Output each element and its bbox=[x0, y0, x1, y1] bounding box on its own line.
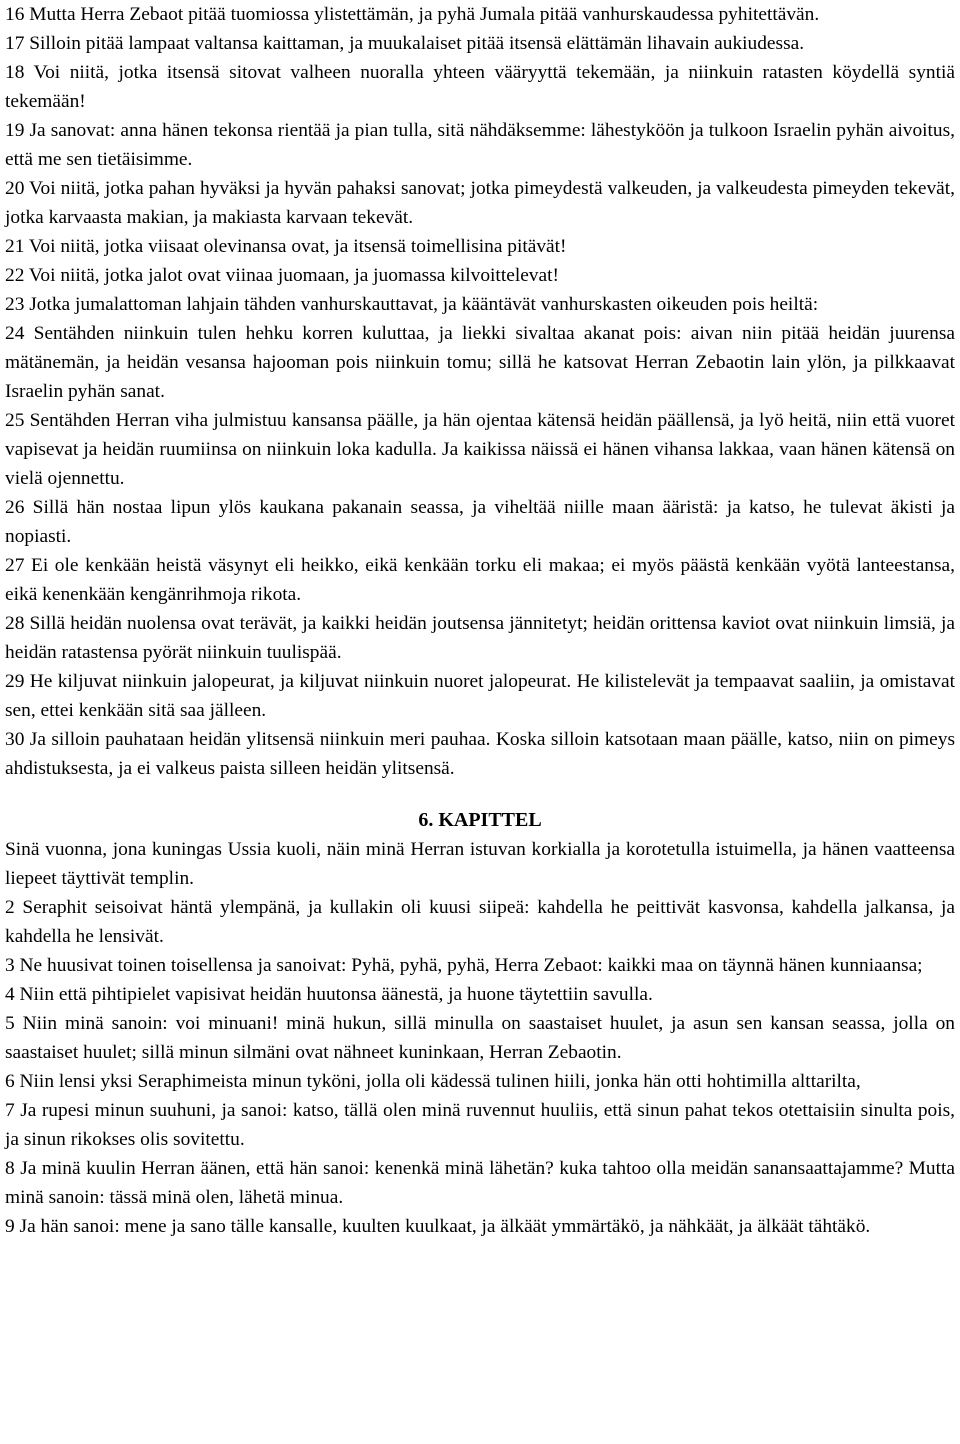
verse-8: 8 Ja minä kuulin Herran äänen, että hän sanoi: kenenkä minä lähetän? kuka tahtoo olla meidän sanansaattajamme? Mutta minä sanoin: tässä minä olen, lähetä minua. bbox=[5, 1158, 955, 1208]
verse-30: 30 Ja silloin pauhataan heidän ylitsensä niinkuin meri pauhaa. Koska silloin katsotaan maan päälle, katso, niin on pimeys ahdistuksesta, ja ei valkeus paista silleen heidän ylitsensä. bbox=[5, 729, 955, 779]
verse-29: 29 He kiljuvat niinkuin jalopeurat, ja kiljuvat niinkuin nuoret jalopeurat. He kilistelevät ja tempaavat saaliin, ja omistavat sen, ettei kenkään sitä saa jälleen. bbox=[5, 671, 955, 721]
verses-previous-chapter bbox=[5, 0, 955, 783]
verse-21: 21 Voi niitä, jotka viisaat olevinansa ovat, ja itsensä toimellisina pitävät! bbox=[5, 236, 567, 257]
verse-5: 5 Niin minä sanoin: voi minuani! minä hukun, sillä minulla on saastaiset huulet, ja asun sen kansan seassa, jolla on saastaiset huulet; sillä minun silmäni ovat nähneet kuninkaan, Herran Zebaotin. bbox=[5, 1013, 955, 1063]
verse-3: 3 Ne huusivat toinen toisellensa ja sanoivat: Pyhä, pyhä, pyhä, Herra Zebaot: kaikki maa on täynnä hänen kunniaansa; bbox=[5, 955, 923, 976]
verse-26: 26 Sillä hän nostaa lipun ylös kaukana pakanain seassa, ja viheltää niille maan ääristä: ja katso, he tulevat äkisti ja nopiasti. bbox=[5, 497, 955, 547]
verse-4: 4 Niin että pihtipielet vapisivat heidän huutonsa äänestä, ja huone täytettiin savulla. bbox=[5, 984, 653, 1005]
verse-27: 27 Ei ole kenkään heistä väsynyt eli heikko, eikä kenkään torku eli makaa; ei myös päästä kenkään vyötä lanteestansa, eikä kenenkään kengänrihmoja rikota. bbox=[5, 555, 955, 605]
document-page bbox=[5, 0, 955, 1241]
verse-20: 20 Voi niitä, jotka pahan hyväksi ja hyvän pahaksi sanovat; jotka pimeydestä valkeuden, ja valkeudesta pimeyden tekevät, jotka karvaasta makian, ja makiasta karvaan tekevät. bbox=[5, 178, 955, 228]
verse-25: 25 Sentähden Herran viha julmistuu kansansa päälle, ja hän ojentaa kätensä heidän päällensä, ja lyö heitä, niin että vuoret vapisevat ja heidän ruumiinsa on niinkuin loka kadulla. Ja kaikissa näissä ei hänen vihansa lakkaa, vaan hänen kätensä on vielä ojennettu. bbox=[5, 410, 955, 489]
verse-6: 6 Niin lensi yksi Seraphimeista minun tyköni, jolla oli kädessä tulinen hiili, jonka hän otti hohtimilla alttarilta, bbox=[5, 1071, 861, 1092]
verse-24: 24 Sentähden niinkuin tulen hehku korren kuluttaa, ja liekki sivaltaa akanat pois: aivan niin pitää heidän juurensa mätänemän, ja heidän vesansa hajooman pois niinkuin tomu; sillä he katsovat Herran Zebaotin lain ylön, ja pilkkaavat Israelin pyhän sanat. bbox=[5, 323, 955, 402]
verse-17: 17 Silloin pitää lampaat valtansa kaittaman, ja muukalaiset pitää itsensä elättämän lihavain aukiudessa. bbox=[5, 33, 805, 54]
verse-19: 19 Ja sanovat: anna hänen tekonsa rientää ja pian tulla, sitä nähdäksemme: lähestyköön ja tulkoon Israelin pyhän aivoitus, että me sen tietäisimme. bbox=[5, 120, 955, 170]
verse-1: Sinä vuonna, jona kuningas Ussia kuoli, näin minä Herran istuvan korkialla ja korotetulla istuimella, ja hänen vaatteensa liepeet täyttivät templin. bbox=[5, 839, 955, 889]
verse-28: 28 Sillä heidän nuolensa ovat terävät, ja kaikki heidän joutsensa jännitetyt; heidän orittensa kaviot ovat niinkuin limsiä, ja heidän ratastensa pyörät niinkuin tuulispää. bbox=[5, 613, 955, 663]
verse-7: 7 Ja rupesi minun suuhuni, ja sanoi: katso, tällä olen minä ruvennut huuliis, että sinun pahat tekos otettaisiin sinulta pois, ja sinun rikokses olis sovitettu. bbox=[5, 1100, 955, 1150]
verse-22: 22 Voi niitä, jotka jalot ovat viinaa juomaan, ja juomassa kilvoittelevat! bbox=[5, 265, 559, 286]
verse-9: 9 Ja hän sanoi: mene ja sano tälle kansalle, kuulten kuulkaat, ja älkäät ymmärtäkö, ja nähkäät, ja älkäät tähtäkö. bbox=[5, 1216, 871, 1237]
verse-18: 18 Voi niitä, jotka itsensä sitovat valheen nuoralla yhteen vääryyttä tekemään, ja niinkuin ratasten köydellä syntiä tekemään! bbox=[5, 62, 955, 112]
verse-16: 16 Mutta Herra Zebaot pitää tuomiossa ylistettämän, ja pyhä Jumala pitää vanhurskaudessa pyhitettävän. bbox=[5, 4, 820, 25]
chapter-heading: 6. KAPITTEL bbox=[418, 809, 542, 831]
verses-chapter-6 bbox=[5, 835, 955, 1241]
verse-2: 2 Seraphit seisoivat häntä ylempänä, ja kullakin oli kuusi siipeä: kahdella he peittivät kasvonsa, kahdella jalkansa, ja kahdella he lensivät. bbox=[5, 897, 955, 947]
verse-23: 23 Jotka jumalattoman lahjain tähden vanhurskauttavat, ja kääntävät vanhurskasten oikeuden pois heiltä: bbox=[5, 294, 819, 315]
